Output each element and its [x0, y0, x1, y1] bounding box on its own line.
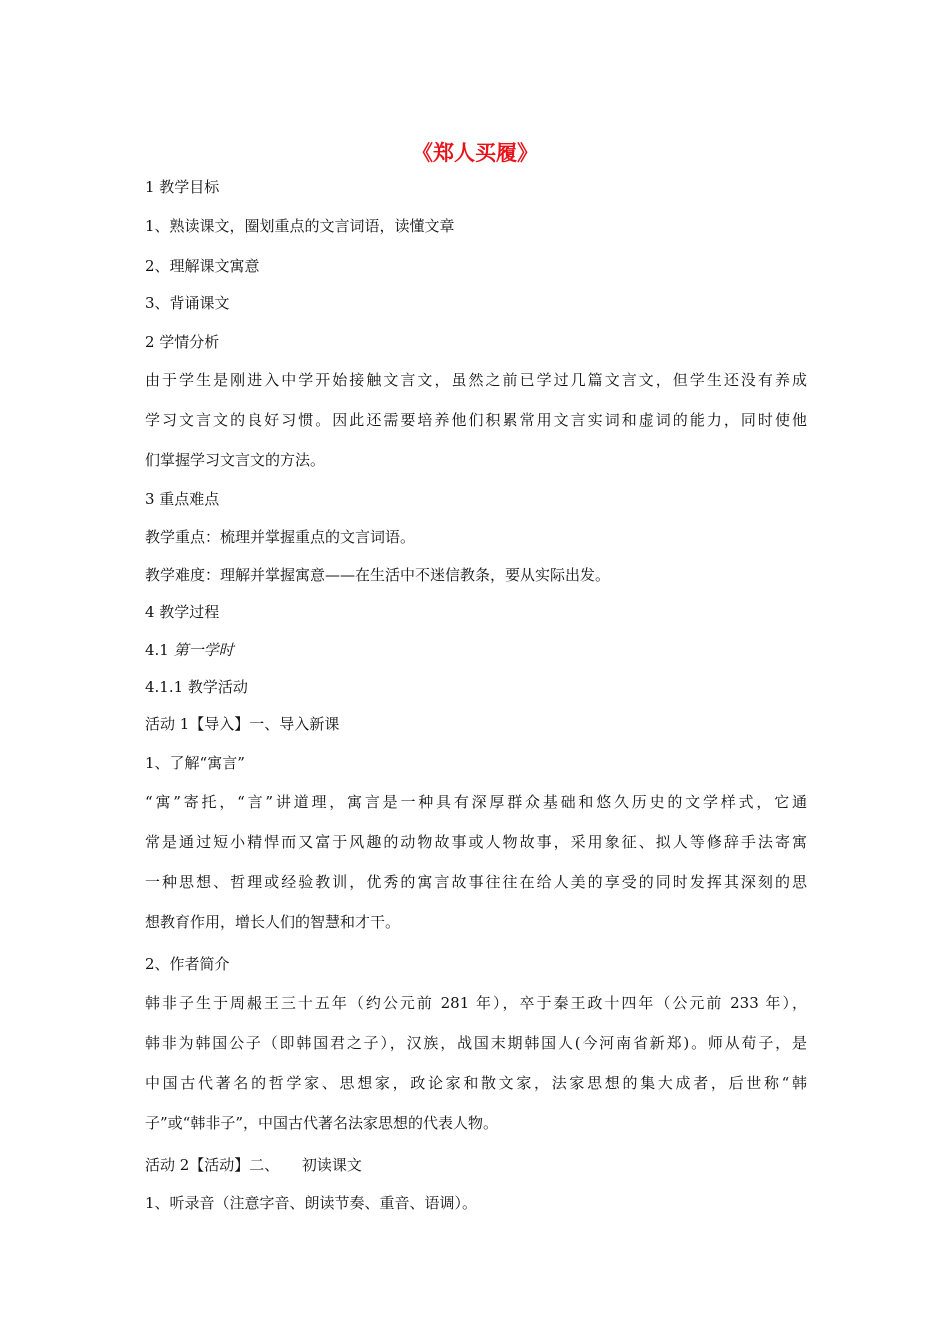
subsection-label: 第一学时: [173, 641, 234, 659]
activity-2-heading: 活动 2【活动】二、 初读课文: [145, 1156, 362, 1174]
activity-2-item-1: 1、听录音（注意字音、朗读节奏、重音、语调）。: [145, 1194, 478, 1212]
activity-1-item-1: 1、了解“寓言”: [145, 754, 245, 772]
author-intro-paragraph: [145, 992, 807, 1152]
section-heading-teaching-goals: 1 教学目标: [145, 178, 220, 196]
section-heading-teaching-process: 4 教学过程: [145, 603, 220, 621]
goal-item-1: 1、熟读课文，圈划重点的文言词语，读懂文章: [145, 217, 455, 235]
subsection-first-period: [145, 639, 234, 661]
teaching-focus: 教学重点：梳理并掌握重点的文言词语。: [145, 528, 416, 546]
paragraph-line: 中国古代著名的哲学家、思想家，政论家和散文家，法家思想的集大成者，后世称“韩: [145, 1074, 807, 1092]
paragraph-line: “寓”寄托，“言”讲道理，寓言是一种具有深厚群众基础和悠久历史的文学样式，它通: [145, 793, 807, 811]
paragraph-line: 常是通过短小精悍而又富于风趣的动物故事或人物故事，采用象征、拟人等修辞手法寄寓: [145, 833, 807, 851]
paragraph-line: 由于学生是刚进入中学开始接触文言文，虽然之前已学过几篇文言文，但学生还没有养成: [145, 371, 807, 389]
paragraph-line: 韩非子生于周赧王三十五年（约公元前 281 年），卒于秦王政十四年（公元前 233 年），: [145, 994, 807, 1012]
paragraph-line: 韩非为韩国公子（即韩国君之子），汉族，战国末期韩国人(今河南省新郑)。师从荀子，是: [145, 1034, 807, 1052]
paragraph-line: 一种思想、哲理或经验教训，优秀的寓言故事往往在给人美的享受的同时发挥其深刻的思: [145, 873, 807, 891]
activity-1-item-2: 2、作者简介: [145, 955, 230, 973]
subsubsection-teaching-activities: 4.1.1 教学活动: [145, 678, 248, 696]
fable-definition-paragraph: [145, 791, 807, 951]
subsection-number: 4.1: [145, 641, 174, 659]
paragraph-line: 子”或“韩非子”，中国古代著名法家思想的代表人物。: [145, 1114, 499, 1132]
section-heading-key-points: 3 重点难点: [145, 490, 220, 508]
student-analysis-paragraph: [145, 369, 807, 489]
paragraph-line: 们掌握学习文言文的方法。: [145, 451, 326, 469]
activity-1-heading: 活动 1【导入】一、导入新课: [145, 715, 340, 733]
document-title: 《郑人买履》: [412, 141, 538, 165]
goal-item-2: 2、理解课文寓意: [145, 257, 260, 275]
section-heading-student-analysis: 2 学情分析: [145, 333, 220, 351]
goal-item-3: 3、背诵课文: [145, 294, 230, 312]
paragraph-line: 学习文言文的良好习惯。因此还需要培养他们积累常用文言实词和虚词的能力，同时使他: [145, 411, 807, 429]
teaching-difficulty: 教学难度：理解并掌握寓意——在生活中不迷信教条，要从实际出发。: [145, 566, 611, 584]
paragraph-line: 想教育作用，增长人们的智慧和才干。: [145, 913, 401, 931]
